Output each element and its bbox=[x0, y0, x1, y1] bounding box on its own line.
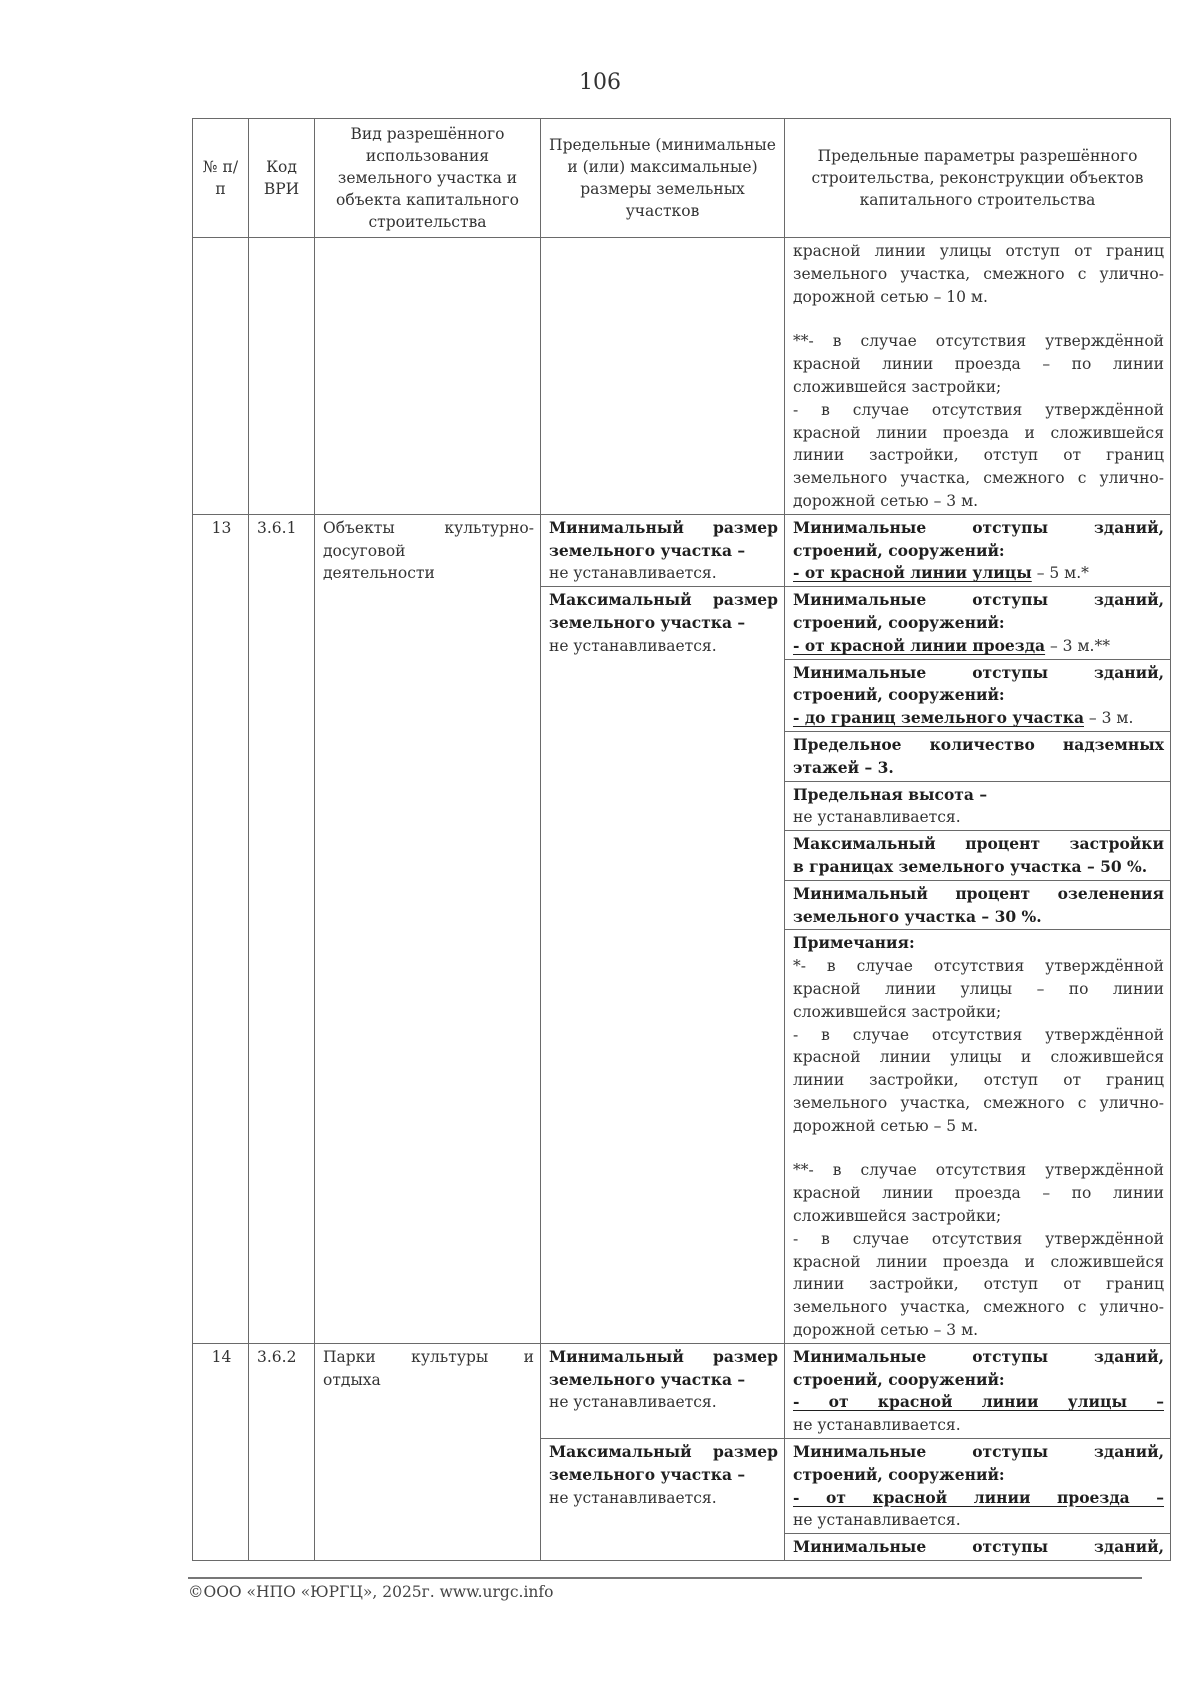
param-boundary-setback: Минимальные отступы зданий, bbox=[785, 1534, 1171, 1561]
row-code: 3.6.1 bbox=[249, 514, 315, 1343]
page-number: 106 bbox=[579, 70, 621, 95]
header-number: № п/п bbox=[193, 119, 249, 238]
row-use-type: Парки культуры и отдыха bbox=[315, 1343, 541, 1560]
continuation-notes: красной линии улицы отступ от границ земельного участка, смежного с улично- дорожной сетью – 10 м. **- в случае отсутствия утверждённой красной линии проезда – по линии сложившейся застройки; - в случае отсутствия утверждённой красной линии проезда и сложившейся линии застройки, отступ от границ земельного участка, смежного с улично- дорожной сетью – 3 м. bbox=[785, 238, 1171, 515]
max-plot-size: Максимальный размер земельного участка – не устанавливается. bbox=[541, 587, 785, 1344]
param-min-greenery: Минимальный процент озеленения земельного участка – 30 %. bbox=[785, 880, 1171, 930]
row-code: 3.6.2 bbox=[249, 1343, 315, 1560]
param-height: Предельная высота – не устанавливается. bbox=[785, 781, 1171, 831]
table-row bbox=[193, 238, 1171, 515]
param-street-setback: Минимальные отступы зданий, строений, сооружений: - от красной линии улицы – 5 м.* bbox=[785, 514, 1171, 586]
param-max-coverage: Максимальный процент застройки в границах земельного участка – 50 %. bbox=[785, 831, 1171, 881]
param-floors: Предельное количество надземных этажей – 3. bbox=[785, 731, 1171, 781]
row-number: 13 bbox=[193, 514, 249, 1343]
table-header-row bbox=[193, 119, 1171, 238]
param-street-setback: Минимальные отступы зданий, строений, сооружений: - от красной линии улицы – не устанавливается. bbox=[785, 1343, 1171, 1438]
max-plot-size: Максимальный размер земельного участка – не устанавливается. bbox=[541, 1439, 785, 1561]
row-use-type: Объекты культурно- досуговой деятельности bbox=[315, 514, 541, 1343]
header-code: Код ВРИ bbox=[249, 119, 315, 238]
zoning-table bbox=[192, 118, 1171, 1561]
param-driveway-setback: Минимальные отступы зданий, строений, сооружений: - от красной линии проезда – не устанавливается. bbox=[785, 1439, 1171, 1534]
table-row-13 bbox=[193, 514, 1171, 586]
param-driveway-setback: Минимальные отступы зданий, строений, сооружений: - от красной линии проезда – 3 м.** bbox=[785, 587, 1171, 659]
header-build-params: Предельные параметры разрешённого строительства, реконструкции объектов капитального строительства bbox=[785, 119, 1171, 238]
param-boundary-setback: Минимальные отступы зданий, строений, сооружений: - до границ земельного участка – 3 м. bbox=[785, 659, 1171, 731]
table-row-14 bbox=[193, 1343, 1171, 1438]
header-use-type: Вид разрешённого использования земельного участка и объекта капитального строительства bbox=[315, 119, 541, 238]
header-plot-size: Предельные (минимальные и (или) максимальные) размеры земельных участков bbox=[541, 119, 785, 238]
notes: Примечания: *- в случае отсутствия утверждённой красной линии улицы – по линии сложившейся застройки; - в случае отсутствия утверждённой красной линии улицы и сложившейся линии застройки, отступ от границ земельного участка, смежного с улично- дорожной сетью – 5 м. **- в случае отсутствия утверждённой красной линии проезда – по линии сложившейся застройки; - в случае отсутствия утверждённой красной линии проезда и сложившейся линии застройки, отступ от границ земельного участка, смежного с улично- дорожной сетью – 3 м. bbox=[785, 930, 1171, 1344]
min-plot-size: Минимальный размер земельного участка – не устанавливается. bbox=[541, 514, 785, 586]
row-number: 14 bbox=[193, 1343, 249, 1560]
min-plot-size: Минимальный размер земельного участка – не устанавливается. bbox=[541, 1343, 785, 1438]
footer-divider bbox=[188, 1577, 1142, 1579]
footer-copyright: ©ООО «НПО «ЮРГЦ», 2025г. www.urgc.info bbox=[188, 1583, 554, 1601]
